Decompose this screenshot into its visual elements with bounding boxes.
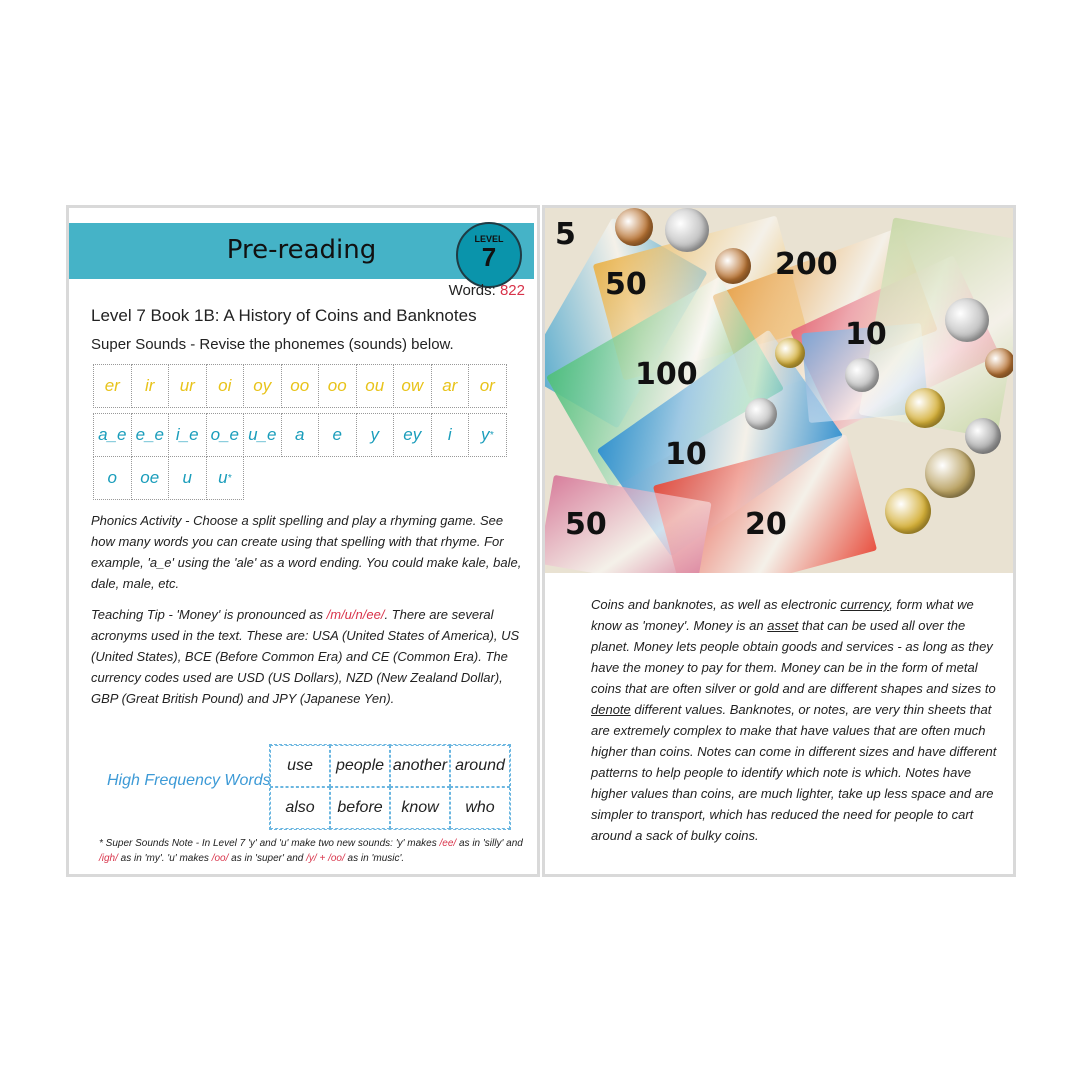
phoneme: o_e	[210, 425, 239, 444]
phoneme: ow	[401, 376, 424, 395]
phoneme: oi	[218, 376, 232, 395]
note-value: 20	[745, 507, 787, 542]
phoneme-cell	[206, 364, 245, 408]
phoneme-cell	[243, 364, 282, 408]
tip-text: Teaching Tip - 'Money' is pronounced as	[91, 607, 327, 622]
glossary-word-currency[interactable]: currency	[840, 597, 890, 612]
phoneme-cell	[168, 364, 207, 408]
asterisk: *	[227, 472, 232, 484]
phoneme-cell	[431, 413, 470, 457]
hfw-word: who	[450, 787, 510, 829]
phoneme: or	[479, 376, 495, 395]
phoneme-row-2	[93, 413, 506, 457]
phoneme: u_e	[248, 425, 277, 444]
hfw-word: another	[390, 745, 450, 787]
phoneme: y	[481, 425, 490, 444]
coin	[745, 398, 777, 430]
phoneme-cell	[168, 413, 207, 457]
coin	[945, 298, 989, 342]
phoneme: u	[218, 468, 228, 487]
phoneme-cell	[318, 364, 357, 408]
note-value: 50	[605, 267, 647, 302]
hfw-word: around	[450, 745, 510, 787]
tip-text: . There are several acronyms used in the text. These are: USA (United States of America), US (United States), BCE (Before Common Era) and CE (Common Era). The currency codes used are USD (US Dollars), NZD (New Zealand Dollar), GBP (Great British Pound) and JPY (Japanese Yen).	[91, 607, 520, 706]
note-text: as in 'music'.	[344, 853, 405, 864]
phoneme-cell	[281, 413, 320, 457]
phoneme: oo	[327, 376, 347, 395]
coin	[715, 248, 751, 284]
phoneme: ur	[179, 376, 195, 395]
note-value: 10	[845, 317, 887, 352]
note-sound: /igh/	[99, 853, 118, 864]
phoneme-cell	[168, 456, 207, 500]
body-text-segment: different values. Banknotes, or notes, are very thin sheets that are extremely complex to make that have values that are often much higher than coins. Notes can come in different sizes and have different patterns to help people to identify which note is which. Notes have higher values than coins, are much lighter, take up less space and are simpler to transport, which has reduced the need for people to cart around a sack of bulky coins.	[591, 702, 997, 843]
phoneme-row-3	[93, 456, 243, 500]
coin	[925, 448, 975, 498]
phoneme: ey	[403, 425, 422, 444]
badge-number: 7	[481, 242, 497, 272]
phoneme-cell	[318, 413, 357, 457]
phoneme: e_e	[135, 425, 164, 444]
phoneme-cell	[281, 364, 320, 408]
note-text: as in 'super' and	[228, 853, 307, 864]
glossary-word-asset[interactable]: asset	[767, 618, 799, 633]
word-count-value: 822	[499, 282, 525, 299]
tip-pronunciation: /m/u/n/ee/	[326, 607, 385, 622]
coins-banknotes-photo	[545, 208, 1013, 573]
coin	[885, 488, 931, 534]
phoneme: oe	[140, 468, 160, 487]
phoneme: a	[295, 425, 305, 444]
phoneme-cell	[356, 413, 395, 457]
page-title: Pre-reading	[226, 235, 377, 265]
note-value: 5	[555, 217, 576, 252]
note-value: 200	[775, 247, 838, 282]
phoneme-cell	[431, 364, 470, 408]
teaching-tip	[91, 604, 523, 709]
glossary-word-denote[interactable]: denote	[591, 702, 631, 717]
word-count-label: Words:	[448, 282, 496, 299]
hfw-word: know	[390, 787, 450, 829]
body-text-segment: that can be used all over the planet. Money lets people obtain goods and services - as long as they have the money to pay for them. Money can be in the form of metal coins that are often silver or gold and are different shapes and sizes to	[591, 618, 996, 696]
super-sounds-heading: Super Sounds - Revise the phonemes (sounds) below.	[91, 336, 454, 353]
phoneme-cell	[131, 456, 170, 500]
phoneme-cell	[93, 456, 132, 500]
phoneme-cell	[131, 364, 170, 408]
phoneme: a_e	[98, 425, 127, 444]
hfw-label: High Frequency Words	[107, 772, 271, 789]
phoneme-cell	[206, 456, 245, 500]
hfw-word: use	[270, 745, 330, 787]
phoneme-cell	[243, 413, 282, 457]
note-sound: /oo/	[211, 853, 229, 864]
phoneme: i	[447, 425, 452, 444]
phoneme-row-1	[93, 364, 506, 408]
coin	[615, 208, 653, 246]
word-count	[449, 282, 525, 300]
phoneme: ar	[442, 376, 458, 395]
note-sound: /y/ + /oo/	[306, 853, 345, 864]
phoneme-cell	[93, 413, 132, 457]
level-badge	[456, 222, 522, 288]
note-text: as in 'silly' and	[456, 838, 523, 849]
coin	[985, 348, 1013, 378]
note-value: 100	[635, 357, 698, 392]
asterisk: *	[489, 429, 494, 441]
coin	[905, 388, 945, 428]
coin	[775, 338, 805, 368]
note-sound: /ee/	[439, 838, 457, 849]
coin	[965, 418, 1001, 454]
body-text-segment: Coins and banknotes, as well as electronic	[591, 597, 841, 612]
note-text: * Super Sounds Note - In Level 7 'y' and 'u' make two new sounds: 'y' makes	[99, 838, 440, 849]
note-value: 10	[665, 437, 707, 472]
reading-page	[542, 205, 1016, 877]
coin	[845, 358, 879, 392]
phoneme: oo	[290, 376, 310, 395]
badge-label: LEVEL	[474, 234, 504, 244]
body-text	[591, 594, 1001, 846]
phoneme-cell	[393, 413, 432, 457]
phoneme-cell	[206, 413, 245, 457]
phoneme: o	[107, 468, 117, 487]
phoneme-cell	[468, 413, 507, 457]
body-text-segment: , form what we know as 'money'. Money is an	[591, 597, 974, 633]
phoneme-cell	[393, 364, 432, 408]
phonics-activity: Phonics Activity - Choose a split spelling and play a rhyming game. See how many words you can create using that spelling with that rhyme. For example, 'a_e' using the 'ale' as a word ending. You could make kale, bale, dale, male, etc.	[91, 513, 522, 591]
phoneme: ir	[145, 376, 155, 395]
phoneme: y	[370, 425, 379, 444]
phoneme: u	[182, 468, 192, 487]
hfw-word: also	[270, 787, 330, 829]
phoneme: e	[332, 425, 342, 444]
hfw-grid	[269, 744, 511, 830]
phoneme: er	[104, 376, 120, 395]
phoneme: i_e	[175, 425, 199, 444]
hfw-word: people	[330, 745, 390, 787]
super-sounds-note	[99, 836, 529, 866]
phoneme-cell	[93, 364, 132, 408]
phoneme-cell	[468, 364, 507, 408]
phoneme-cell	[356, 364, 395, 408]
coin	[665, 208, 709, 252]
phoneme-cell	[131, 413, 170, 457]
phoneme: ou	[365, 376, 385, 395]
note-text: as in 'my'. 'u' makes	[117, 853, 212, 864]
phoneme: oy	[253, 376, 272, 395]
note-value: 50	[565, 507, 607, 542]
hfw-word: before	[330, 787, 390, 829]
book-title: Level 7 Book 1B: A History of Coins and Banknotes	[91, 306, 477, 325]
pre-reading-page	[66, 205, 540, 877]
